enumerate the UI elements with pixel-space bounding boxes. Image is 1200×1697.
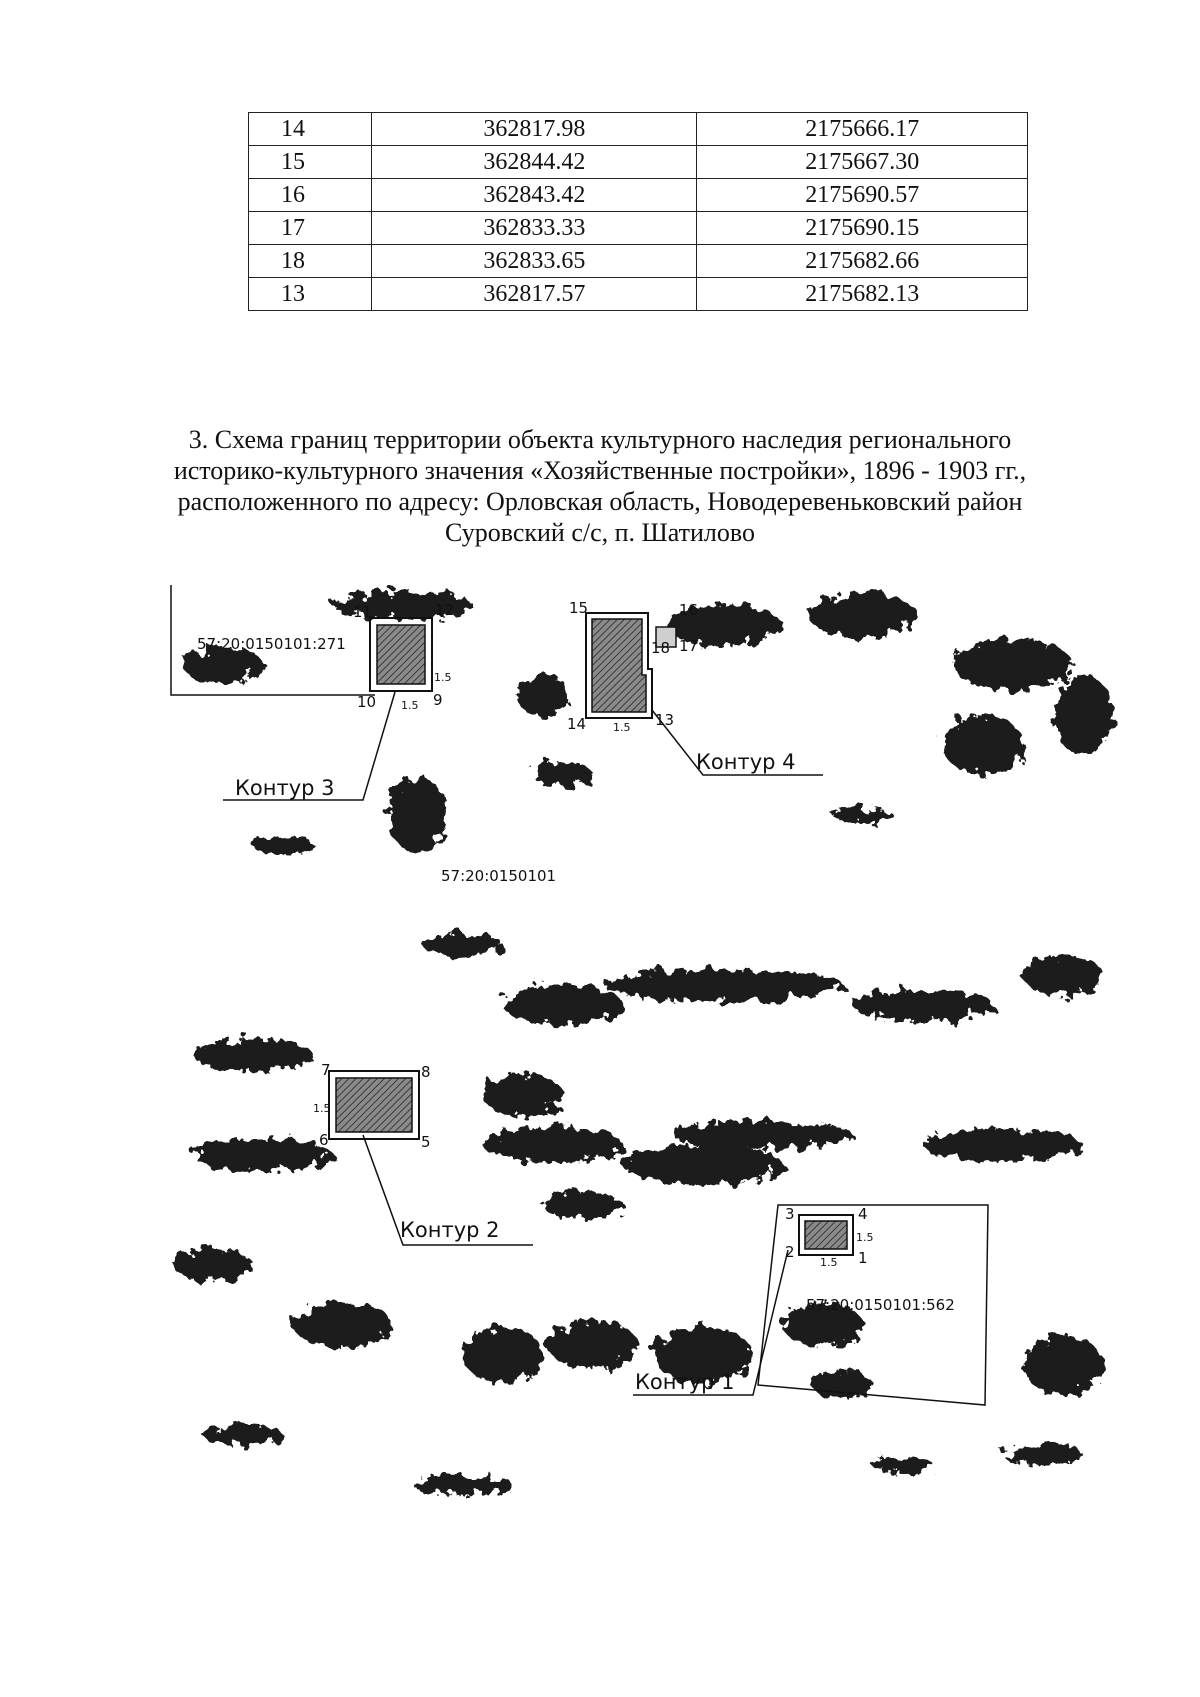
- coord-x: 362833.33: [372, 212, 697, 245]
- point-label: 16: [679, 601, 699, 619]
- contour-1-object: [799, 1215, 853, 1255]
- coord-x: 362833.65: [372, 245, 697, 278]
- point-label: 18: [651, 639, 671, 657]
- coord-y: 2175682.66: [697, 245, 1028, 278]
- table-row: [249, 278, 1028, 311]
- point-number: 16: [249, 179, 372, 212]
- point-label: 17: [679, 637, 699, 655]
- heading-line: 3. Схема границ территории объекта культурного наследия регионального: [188, 425, 1012, 454]
- point-label: 2: [785, 1243, 795, 1261]
- coord-y: 2175667.30: [697, 146, 1028, 179]
- parcel-label-top-left: 57:20:0150101:271: [197, 635, 346, 653]
- point-label: 9: [433, 691, 443, 709]
- parcel-label-main: 57:20:0150101: [441, 867, 557, 885]
- scheme-svg: [163, 585, 1123, 1505]
- point-number: 15: [249, 146, 372, 179]
- coord-y: 2175666.17: [697, 113, 1028, 146]
- point-label: 15: [569, 599, 589, 617]
- point-label: 12: [435, 601, 455, 619]
- coord-x: 362843.42: [372, 179, 697, 212]
- coord-x: 362844.42: [372, 146, 697, 179]
- point-label: 8: [421, 1063, 431, 1081]
- table-row: [249, 212, 1028, 245]
- coord-y: 2175682.13: [697, 278, 1028, 311]
- point-number: 14: [249, 113, 372, 146]
- coord-y: 2175690.15: [697, 212, 1028, 245]
- point-label: 1: [858, 1249, 868, 1267]
- heading-line: Суровский с/с, п. Шатилово: [445, 518, 755, 547]
- contour-label: Контур 1: [635, 1370, 735, 1394]
- coordinates-table: [248, 112, 1028, 311]
- table-row: [249, 179, 1028, 212]
- buffer-label: 1.5: [613, 721, 631, 734]
- table-row: [249, 113, 1028, 146]
- buffer-label: 1.5: [856, 1231, 874, 1244]
- point-label: 3: [785, 1205, 795, 1223]
- contour-label: Контур 4: [696, 750, 796, 774]
- buffer-label: 1.5: [434, 671, 452, 684]
- contour-label: Контур 2: [400, 1218, 500, 1242]
- point-label: 10: [357, 693, 377, 711]
- heading-line: историко-культурного значения «Хозяйственные постройки», 1896 - 1903 гг.,: [173, 456, 1027, 485]
- point-label: 4: [858, 1205, 868, 1223]
- point-label: 11: [353, 603, 373, 621]
- contour-2-object: [329, 1071, 419, 1139]
- table-row: [249, 146, 1028, 179]
- buffer-label: 1.5: [401, 699, 419, 712]
- parcel-label-bottom-right: 57:20:0150101:562: [806, 1296, 955, 1314]
- point-label: 14: [567, 715, 587, 733]
- point-label: 7: [321, 1061, 331, 1079]
- buffer-label: 1.5: [820, 1256, 838, 1269]
- aerial-texture: [173, 591, 1113, 1495]
- contour-3-object: [370, 618, 432, 691]
- heading-line: расположенного по адресу: Орловская область, Новодеревеньковский район: [177, 487, 1023, 516]
- point-label: 6: [319, 1131, 329, 1149]
- table-row: [249, 245, 1028, 278]
- coord-x: 362817.57: [372, 278, 697, 311]
- contour-labels: [235, 750, 796, 1394]
- coord-x: 362817.98: [372, 113, 697, 146]
- buffer-label: 1.5: [313, 1102, 331, 1115]
- point-number: 18: [249, 245, 372, 278]
- point-number: 13: [249, 278, 372, 311]
- boundary-scheme-map: [163, 585, 1123, 1505]
- scheme-heading: [150, 424, 1050, 548]
- contour-label: Контур 3: [235, 776, 335, 800]
- contour-4-object: [586, 613, 676, 718]
- coord-y: 2175690.57: [697, 179, 1028, 212]
- point-number: 17: [249, 212, 372, 245]
- point-label: 13: [655, 711, 675, 729]
- point-label: 5: [421, 1133, 431, 1151]
